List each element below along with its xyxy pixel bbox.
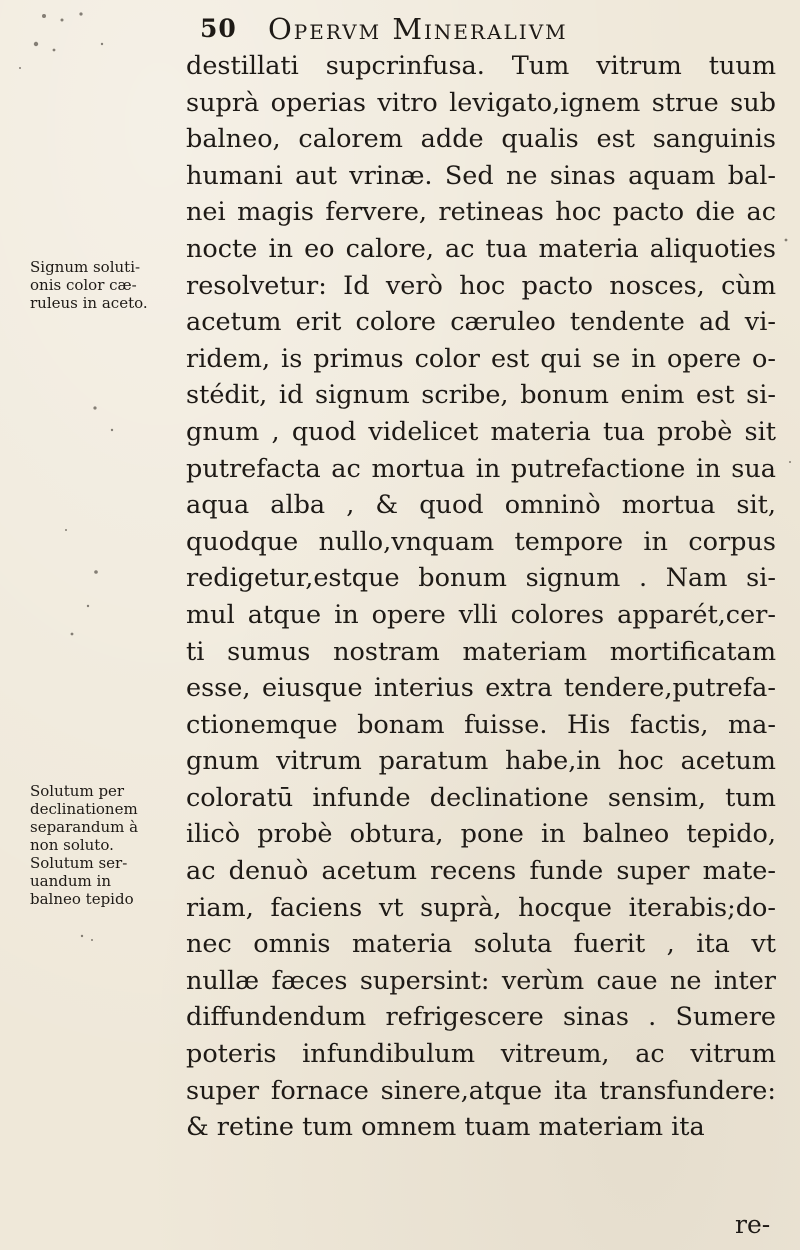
page-header [0,8,800,50]
margin-note-line: Signum soluti- [30,258,141,276]
margin-note-line: onis color cæ- [30,276,137,294]
text-line: mul atque in opere vlli colores apparét,cer- [186,599,776,630]
text-line: ilicò probè obtura, pone in balneo tepido, [186,819,776,850]
text-line: humani aut vrinæ. Sed ne sinas aquam bal- [186,160,776,191]
main-text-block [186,48,776,1146]
text-line: gnum , quod videlicet materia tua probè sit [186,416,776,447]
text-line: gnum vitrum paratum habe,in hoc acetum [186,746,776,777]
text-line: suprà operias vitro levigato,ignem strue sub [186,87,776,118]
margin-note-signum [30,258,182,312]
catchword: re- [735,1210,771,1239]
margin-note-line: uandum in [30,872,111,890]
margin-note-line: Solutum per [30,782,125,800]
margin-note-line: separandum à [30,818,139,836]
text-line: coloratū infunde declinatione sensim, tum [186,782,776,813]
margin-note-solutum [30,782,182,908]
margin-note-line: declinationem [30,800,138,818]
text-line: redigetur,estque bonum signum . Nam si- [186,563,776,594]
text-line: ac denuò acetum recens funde super mate- [186,856,776,887]
text-line: putrefacta ac mortua in putrefactione in sua [186,453,776,484]
text-line: destillati supcrinfusa. Tum vitrum tuum [186,51,776,81]
text-line: balneo, calorem adde qualis est sanguinis [186,124,776,155]
text-line: super fornace sinere,atque ita transfundere: [186,1075,776,1106]
margin-note-line: balneo tepido [30,890,134,908]
text-line: quodque nullo,vnquam tempore in corpus [186,526,776,557]
text-line: aqua alba , & quod omninò mortua sit, [186,490,776,521]
text-line: nocte in eo calore, ac tua materia aliquoties [186,233,776,264]
text-line: resolvetur: Id verò hoc pacto nosces, cùm [186,270,776,301]
margin-note-line: non soluto. [30,836,114,854]
page-number: 50 [200,14,237,43]
text-line: stédit, id signum scribe, bonum enim est si- [186,380,776,411]
margin-note-line: ruleus in aceto. [30,294,148,312]
text-line: riam, faciens vt suprà, hocque iterabis;do- [186,892,776,923]
text-line: ctionemque bonam fuisse. His factis, ma- [186,709,776,740]
text-line: ti sumus nostram materiam mortificatam [186,636,776,667]
text-line: & retine tum omnem tuam materiam ita [186,1112,705,1143]
text-line: poteris infundibulum vitreum, ac vitrum [186,1039,776,1070]
text-line: esse, eiusque interius extra tendere,putrefa- [186,673,776,704]
margin-note-line: Solutum ser- [30,854,128,872]
text-line: diffundendum refrigescere sinas . Sumere [186,1002,776,1033]
running-title: Opervm Mineralivm [268,12,568,46]
text-line: ridem, is primus color est qui se in opere o- [186,343,776,374]
text-line: nullæ fæces supersint: verùm caue ne inter [186,965,776,996]
text-line: acetum erit colore cæruleo tendente ad vi- [186,307,776,338]
text-line: nec omnis materia soluta fuerit , ita vt [186,929,776,960]
text-line: nei magis fervere, retineas hoc pacto die ac [186,197,776,228]
